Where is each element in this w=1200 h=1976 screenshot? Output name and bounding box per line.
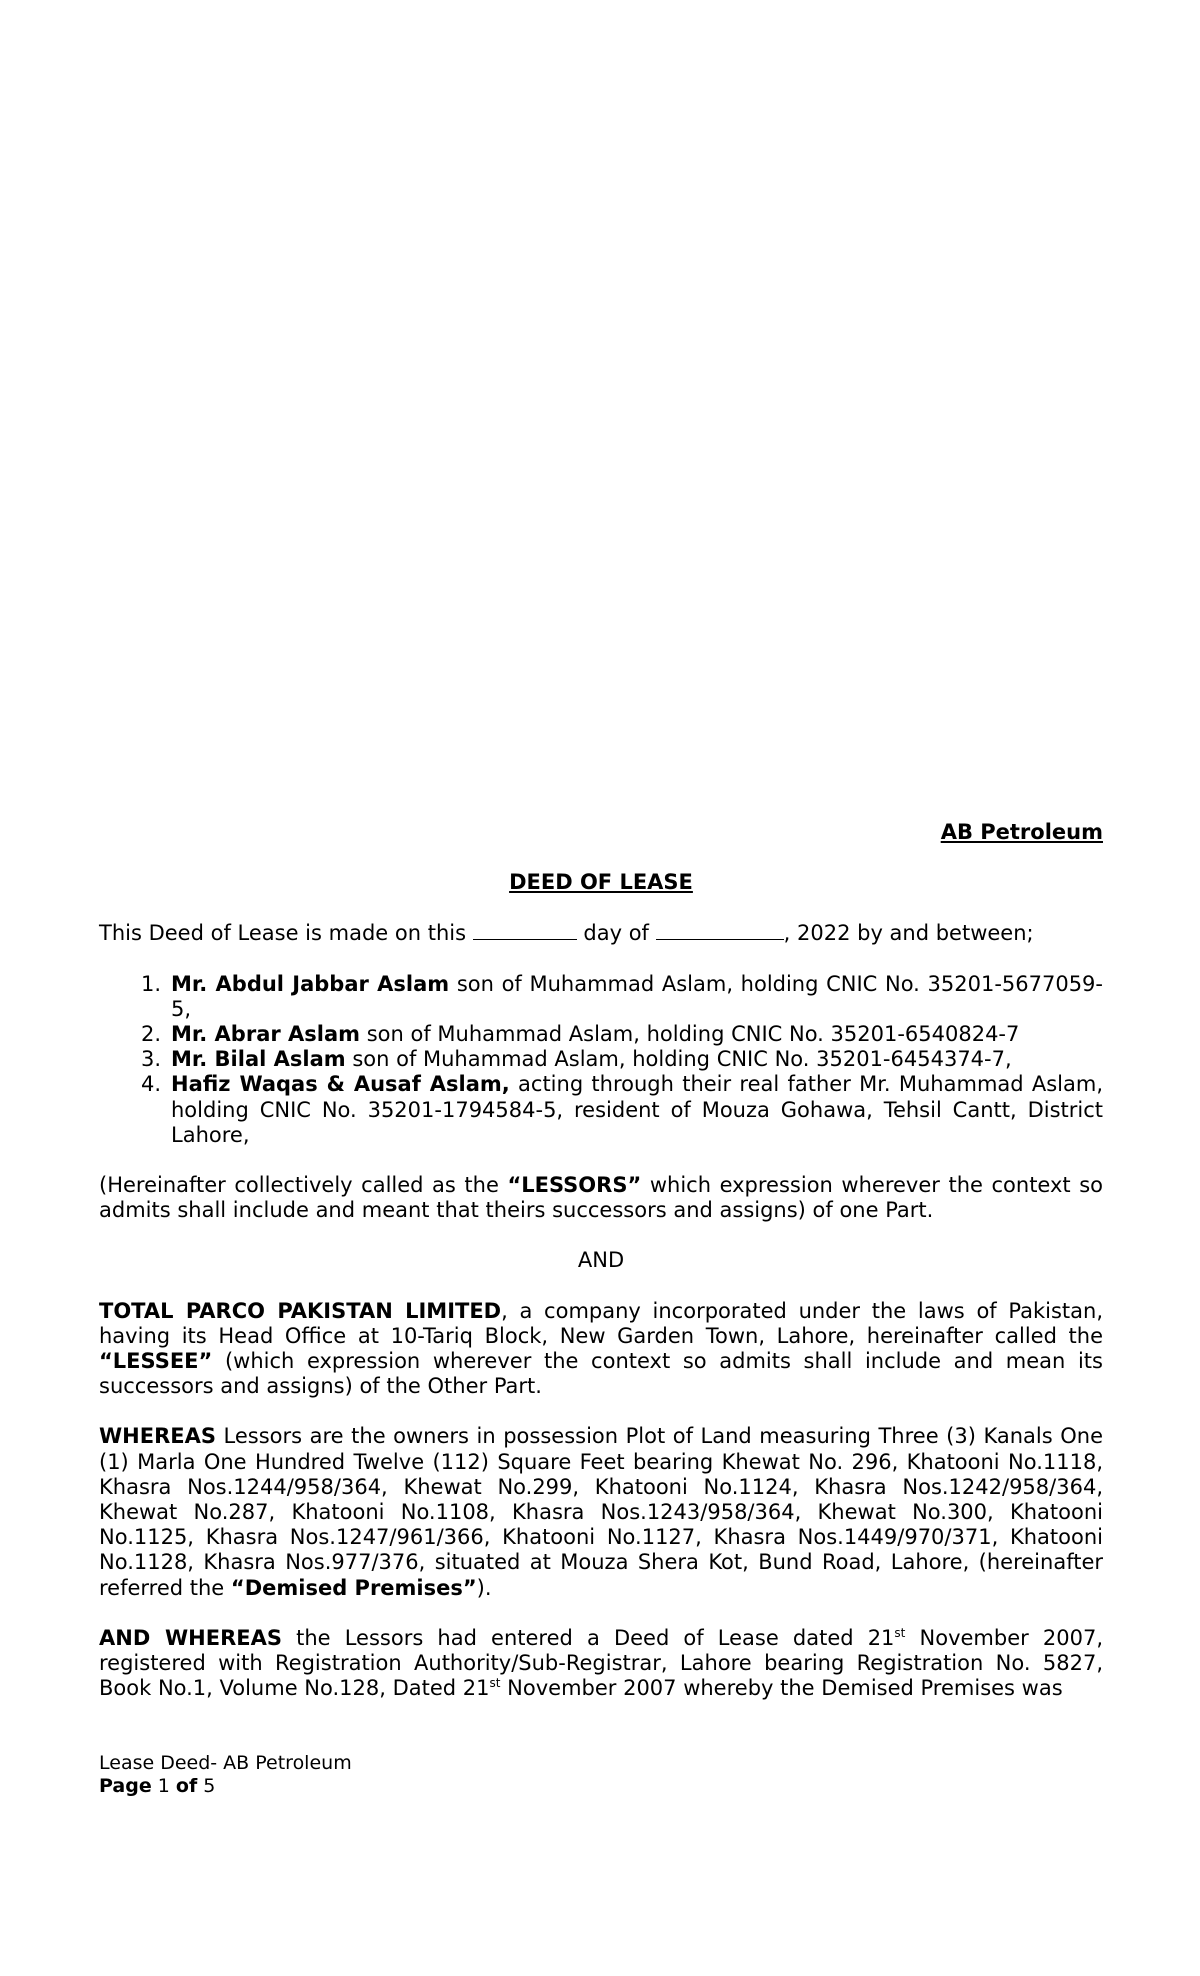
ordinal-suffix: st	[489, 1676, 501, 1691]
list-number: 3.	[140, 1047, 161, 1072]
document-title: DEED OF LEASE	[509, 870, 693, 895]
page-footer	[99, 1752, 352, 1798]
list-item	[99, 972, 1103, 1022]
header-company: AB Petroleum	[940, 820, 1103, 844]
whereas-end: ).	[476, 1575, 492, 1600]
intro-prefix: This Deed of Lease is made on this	[99, 921, 467, 946]
lessee-clause	[99, 1299, 1103, 1400]
demised-premises-term: “Demised Premises”	[230, 1575, 477, 1600]
party-name: Mr. Abdul Jabbar Aslam	[171, 971, 450, 996]
footer-title: Lease Deed- AB Petroleum	[99, 1752, 352, 1774]
lessors-pre: (Hereinafter collectively called as the	[99, 1173, 508, 1198]
list-number: 2.	[140, 1022, 161, 1047]
party-text	[171, 1022, 1103, 1047]
whereas-lead: WHEREAS	[99, 1424, 216, 1449]
lessee-text-1: , a company incorporated under the laws of Pakistan, having its Head Office at 10-Tariq Block, New Garden Town, Lahore, hereinafter called the	[99, 1298, 1103, 1348]
whereas-clause-1	[99, 1424, 1103, 1600]
page-number: 1	[157, 1775, 170, 1797]
list-item	[99, 1022, 1103, 1047]
list-number: 1.	[140, 971, 161, 996]
lessors-clause	[99, 1173, 1103, 1223]
ordinal-suffix: st	[894, 1625, 906, 1640]
lessee-text-2: (which expression wherever the context so admits shall include and mean its successors and assigns) of the Other Part.	[99, 1349, 1103, 1399]
and-separator: AND	[577, 1248, 625, 1273]
party-name: Hafiz Waqas & Ausaf Aslam,	[171, 1072, 510, 1097]
party-details: son of Muhammad Aslam, holding CNIC No. 35201-5677059-5,	[171, 971, 1103, 1021]
party-details: acting through their real father Mr. Muhammad Aslam, holding CNIC No. 35201-1794584-5, resident of Mouza Gohawa, Tehsil Cantt, District Lahore,	[171, 1072, 1104, 1147]
list-item	[99, 1072, 1103, 1148]
parties-list	[99, 972, 1103, 1148]
party-details: son of Muhammad Aslam, holding CNIC No. 35201-6454374-7,	[345, 1047, 1012, 1072]
lessee-company: TOTAL PARCO PAKISTAN LIMITED	[99, 1298, 502, 1323]
whereas2-text-3: November 2007 whereby the Demised Premises was	[500, 1676, 1063, 1701]
party-text	[171, 972, 1103, 1022]
intro-middle: day of	[583, 921, 649, 946]
party-details: son of Muhammad Aslam, holding CNIC No. 35201-6540824-7	[360, 1022, 1020, 1047]
intro-line	[99, 920, 1103, 946]
list-number: 4.	[140, 1072, 161, 1097]
party-text	[171, 1072, 1103, 1148]
and-whereas-lead: AND WHEREAS	[99, 1625, 282, 1650]
page-label: Page	[99, 1775, 152, 1797]
page-total: 5	[203, 1775, 216, 1797]
lessors-post: which expression wherever the context so admits shall include and meant that theirs successors and assigns) of one Part.	[99, 1173, 1103, 1223]
party-name: Mr. Abrar Aslam	[171, 1022, 361, 1047]
intro-suffix: , 2022 by and between;	[783, 921, 1034, 946]
date-blank-month	[656, 920, 784, 940]
document-body	[99, 820, 1103, 1701]
whereas2-text-1: the Lessors had entered a Deed of Lease dated 21	[282, 1625, 895, 1650]
whereas-clause-2	[99, 1626, 1103, 1702]
of-label: of	[175, 1775, 198, 1797]
whereas2-text-2: November 2007, registered with Registration Authority/Sub-Registrar, Lahore bearing Registration No. 5827, Book No.1, Volume No.128, Dated 21	[99, 1625, 1104, 1701]
whereas-text: Lessors are the owners in possession Plot of Land measuring Three (3) Kanals One (1) Marla One Hundred Twelve (112) Square Feet bearing Khewat No. 296, Khatooni No.1118, Khasra Nos.1244/958/364, Khewat No.299, Khatooni No.1124, Khasra Nos.1242/958/364, Khewat No.287, Khatooni No.1108, Khasra Nos.1243/958/364, Khewat No.300, Khatooni No.1125, Khasra Nos.1247/961/366, Khatooni No.1127, Khasra Nos.1449/970/371, Khatooni No.1128, Khasra Nos.977/376, situated at Mouza Shera Kot, Bund Road, Lahore, (hereinafter referred the	[99, 1424, 1103, 1600]
lessee-term: “LESSEE”	[99, 1349, 213, 1374]
party-name: Mr. Bilal Aslam	[171, 1047, 346, 1072]
list-item	[99, 1047, 1103, 1072]
page-number-line	[99, 1775, 352, 1798]
date-blank-day	[473, 920, 577, 940]
lessors-term: “LESSORS”	[507, 1173, 642, 1198]
party-text	[171, 1047, 1103, 1072]
